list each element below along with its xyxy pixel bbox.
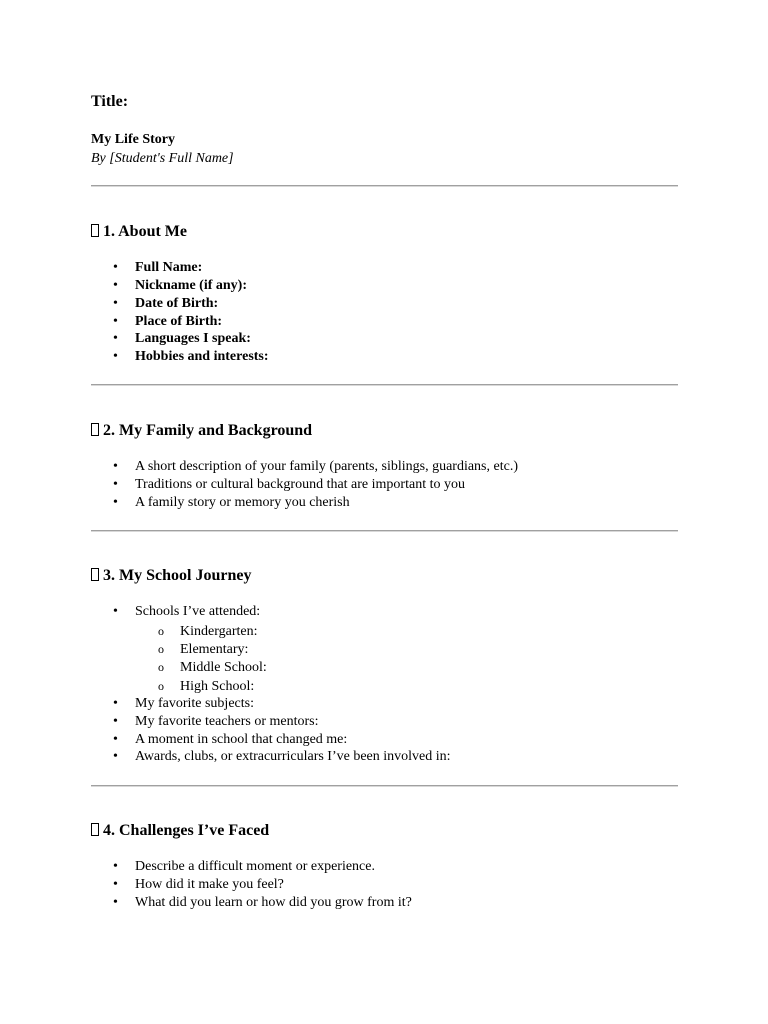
- list-item: • What did you learn or how did you grow from it?: [113, 895, 412, 910]
- author-byline: By [Student's Full Name]: [91, 151, 234, 166]
- list-item: • A moment in school that changed me:: [113, 732, 348, 747]
- list-item: • A family story or memory you cherish: [113, 495, 350, 510]
- missing-glyph-icon: [91, 224, 99, 237]
- section-heading-family: 2. My Family and Background: [91, 421, 312, 441]
- sub-list-item: o Kindergarten:: [158, 624, 258, 639]
- horizontal-rule: [91, 530, 678, 532]
- sub-list-item: o Elementary:: [158, 642, 249, 657]
- horizontal-rule: [91, 384, 678, 386]
- list-item: • Date of Birth:: [113, 296, 219, 311]
- list-item: • Nickname (if any):: [113, 278, 247, 293]
- list-item: • Languages I speak:: [113, 331, 251, 346]
- sub-list-item: o Middle School:: [158, 660, 267, 675]
- horizontal-rule: [91, 785, 678, 787]
- list-item: • Describe a difficult moment or experience.: [113, 859, 375, 874]
- section-heading-about-me: 1. About Me: [91, 222, 187, 242]
- list-item: • A short description of your family (parents, siblings, guardians, etc.): [113, 459, 518, 474]
- missing-glyph-icon: [91, 823, 99, 836]
- list-item: • Traditions or cultural background that are important to you: [113, 477, 465, 492]
- section-heading-challenges: 4. Challenges I’ve Faced: [91, 821, 269, 841]
- list-item: • My favorite subjects:: [113, 696, 254, 711]
- list-item: • How did it make you feel?: [113, 877, 284, 892]
- list-item: • Hobbies and interests:: [113, 349, 269, 364]
- sub-list-item: o High School:: [158, 679, 255, 694]
- horizontal-rule: [91, 185, 678, 187]
- list-item: • My favorite teachers or mentors:: [113, 714, 319, 729]
- list-item: • Schools I’ve attended:: [113, 604, 261, 619]
- missing-glyph-icon: [91, 423, 99, 436]
- list-item: • Place of Birth:: [113, 314, 223, 329]
- missing-glyph-icon: [91, 568, 99, 581]
- list-item: • Full Name:: [113, 260, 203, 275]
- document-title: My Life Story: [91, 132, 175, 147]
- title-label: Title:: [91, 93, 129, 110]
- list-item: • Awards, clubs, or extracurriculars I’ve been involved in:: [113, 749, 451, 764]
- section-heading-school: 3. My School Journey: [91, 566, 251, 586]
